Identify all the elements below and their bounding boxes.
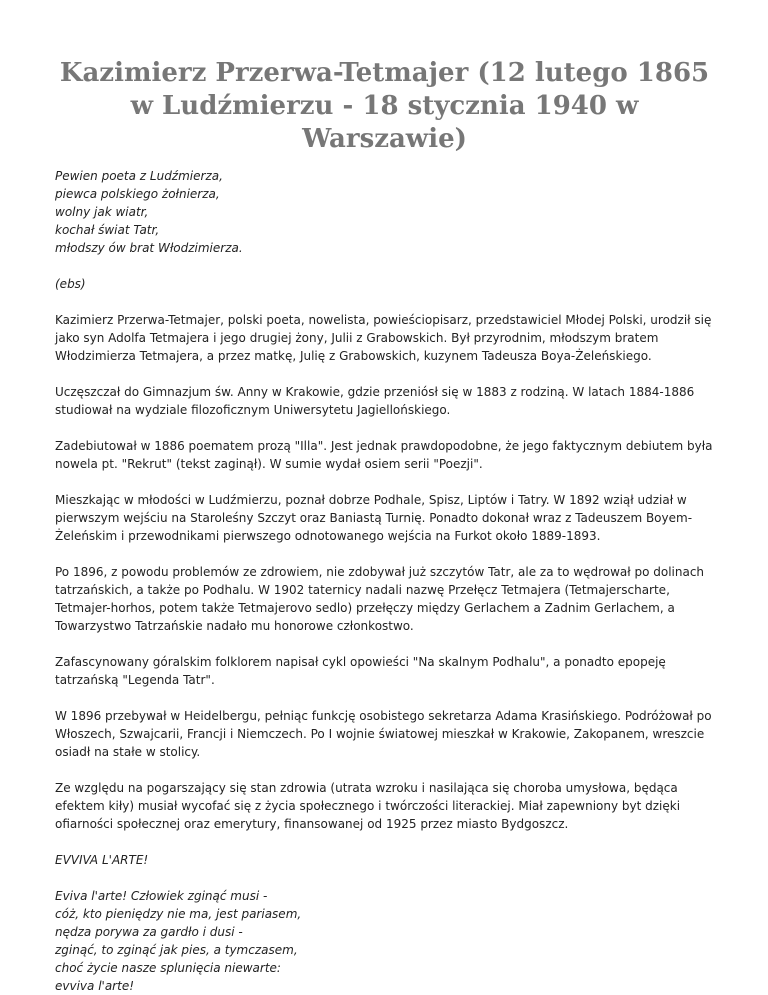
poem-line: evviva l'arte!	[55, 979, 135, 993]
poem-line: Eviva l'arte! Człowiek zginąć musi -	[55, 889, 268, 903]
paragraph-folklore-works: Zafascynowany góralskim folklorem napisał cykl opowieści "Na skalnym Podhalu", a ponadto epopeję tatrzańską "Legenda Tatr".	[55, 655, 666, 687]
paragraph-tetmajer-pass: Po 1896, z powodu problemów ze zdrowiem, nie zdobywał już szczytów Tatr, ale za to wędrował po dolinach tatrzańskich, a także po Podhalu. W 1902 taternicy nadali nazwę Przełęcz Tetmajera (Tetmajerscharte, Tetmajer-horhos, potem także Tetmajerovo sedlo) przełęczy między Gerlachem a Zadnim Gerlachem, a Towarzystwo Tatrzańskie nadało mu honorowe członkostwo.	[55, 565, 705, 633]
paragraph-biography-origin: Kazimierz Przerwa-Tetmajer, polski poeta, nowelista, powieściopisarz, przedstawiciel Młodej Polski, urodził się jako syn Adolfa Tetmajera i jego drugiej żony, Julii z Grabowskich. Był przyrodnim, młodszym bratem Włodzimierza Tetmajera, a przez matkę, Julię z Grabowskich, kuzynem Tadeusza Boya-Żeleńskiego.	[55, 313, 712, 363]
paragraph-education: Uczęszczał do Gimnazjum św. Anny w Krakowie, gdzie przeniósł się w 1883 z rodziną. W latach 1884-1886 studiował na wydziale filozoficznym Uniwersytetu Jagiellońskiego.	[55, 385, 695, 417]
poem-line: wolny jak wiatr,	[55, 205, 149, 219]
closing-poem	[55, 887, 714, 995]
closing-poem-heading: EVVIVA L'ARTE!	[55, 853, 149, 867]
poem-line: młodszy ów brat Włodzimierza.	[55, 241, 243, 255]
page-title: Kazimierz Przerwa-Tetmajer (12 lutego 1865 w Ludźmierzu - 18 stycznia 1940 w Warszawie)	[59, 58, 710, 154]
poem-line: Pewien poeta z Ludźmierza,	[55, 169, 223, 183]
poem-line: cóż, kto pieniędzy nie ma, jest pariasem,	[55, 907, 302, 921]
poem-line: choć życie nasze splunięcia niewarte:	[55, 961, 281, 975]
poem-line: piewca polskiego żołnierza,	[55, 187, 220, 201]
paragraph-tatra-climbing: Mieszkając w młodości w Ludźmierzu, poznał dobrze Podhale, Spisz, Liptów i Tatry. W 1892 wziął udział w pierwszym wejściu na Staroleśny Szczyt oraz Baniastą Turnię. Ponadto dokonał wraz z Tadeuszem Boyem-Żeleńskim i przewodnikami pierwszego odnotowanego wejścia na Furkot około 1889-1893.	[55, 493, 693, 543]
paragraph-travels: W 1896 przebywał w Heidelbergu, pełniąc funkcję osobistego sekretarza Adama Krasińskiego. Podróżował po Włoszech, Szwajcarii, Francji i Niemczech. Po I wojnie światowej mieszkał w Krakowie, Zakopanem, wreszcie osiadł na stałe w stolicy.	[55, 709, 712, 759]
poem-signature: (ebs)	[55, 277, 86, 291]
poem-line: zginąć, to zginąć jak pies, a tymczasem,	[55, 943, 298, 957]
poem-line: kochał świat Tatr,	[55, 223, 160, 237]
paragraph-debut: Zadebiutował w 1886 poematem prozą "Illa". Jest jednak prawdopodobne, że jego faktycznym debiutem była nowela pt. "Rekrut" (tekst zaginął). W sumie wydał osiem serii "Poezji".	[55, 439, 713, 471]
poem-line: nędza porywa za gardło i dusi -	[55, 925, 243, 939]
intro-poem	[55, 167, 714, 293]
paragraph-illness: Ze względu na pogarszający się stan zdrowia (utrata wzroku i nasilająca się choroba umysłowa, będąca efektem kiły) musiał wycofać się z życia społecznego i twórczości literackiej. Miał zapewniony byt dzięki ofiarności społecznej oraz emerytury, finansowanej od 1925 przez miasto Bydgoszcz.	[55, 781, 681, 831]
